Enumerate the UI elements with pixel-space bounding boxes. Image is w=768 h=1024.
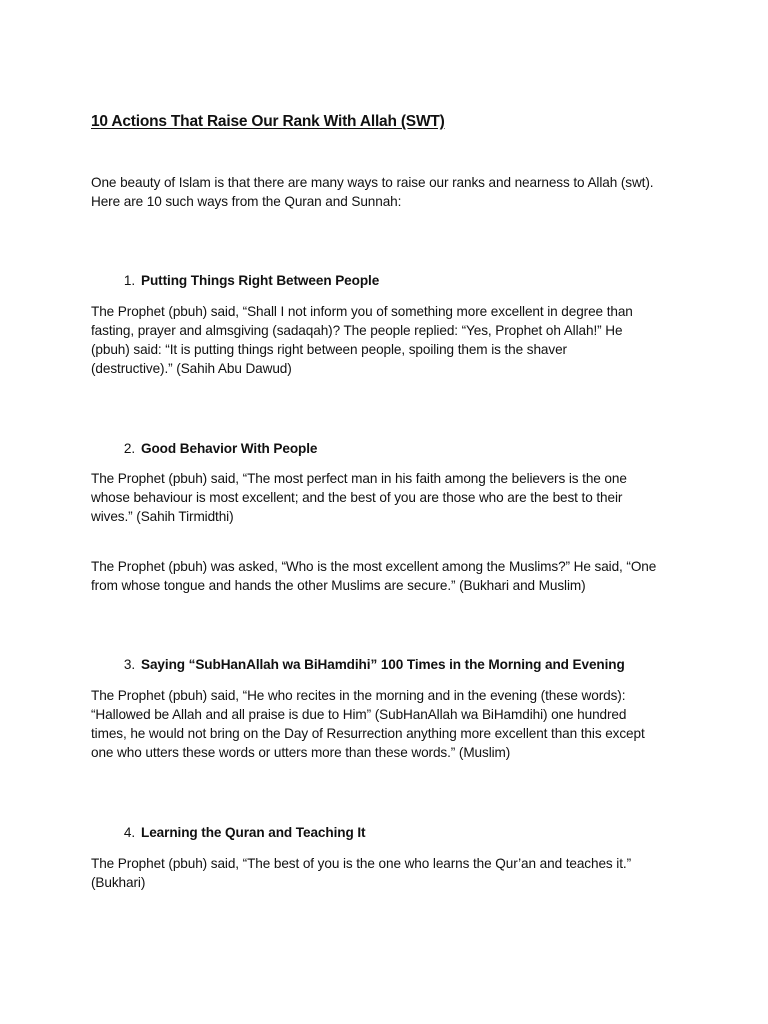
section-4-paragraph [91,854,691,892]
paragraph-line: The Prophet (pbuh) said, “The best of you is the one who learns the Qur’an and teaches it.” [91,856,632,871]
paragraph-line: whose behaviour is most excellent; and the best of you are those who are the best to their [91,490,623,505]
section-number: 2. [123,441,135,456]
section-heading-2 [91,439,317,458]
section-heading-1 [91,271,379,290]
paragraph-line: (destructive).” (Sahih Abu Dawud) [91,361,292,376]
section-number: 4. [123,825,135,840]
paragraph-line: one who utters these words or utters more than these words.” (Muslim) [91,745,511,760]
section-2-paragraph-2 [91,557,691,595]
paragraph-line: (pbuh) said: “It is putting things right between people, spoiling them is the shaver [91,342,567,357]
section-heading-text: Good Behavior With People [141,441,318,456]
section-heading-4 [91,823,365,842]
section-heading-text: Saying “SubHanAllah wa BiHamdihi” 100 Times in the Morning and Evening [141,657,625,672]
section-heading-text: Putting Things Right Between People [141,273,380,288]
intro-line: One beauty of Islam is that there are many ways to raise our ranks and nearness to Allah (swt). [91,175,654,190]
paragraph-line: from whose tongue and hands the other Muslims are secure.” (Bukhari and Muslim) [91,578,586,593]
paragraph-line: “Hallowed be Allah and all praise is due to Him” (SubHanAllah wa BiHamdihi) one hundred [91,707,627,722]
section-2-paragraph-1 [91,469,691,526]
section-heading-3 [91,655,625,674]
paragraph-line: The Prophet (pbuh) said, “The most perfect man in his faith among the believers is the one [91,471,627,486]
paragraph-line: The Prophet (pbuh) was asked, “Who is the most excellent among the Muslims?” He said, “One [91,559,657,574]
paragraph-line: times, he would not bring on the Day of Resurrection anything more excellent than this except [91,726,645,741]
paragraph-line: (Bukhari) [91,875,146,890]
intro-paragraph [91,173,691,211]
intro-line: Here are 10 such ways from the Quran and Sunnah: [91,194,402,209]
paragraph-line: The Prophet (pbuh) said, “Shall I not inform you of something more excellent in degree than [91,304,633,319]
section-number: 1. [123,273,135,288]
paragraph-line: The Prophet (pbuh) said, “He who recites in the morning and in the evening (these words): [91,688,626,703]
paragraph-line: fasting, prayer and almsgiving (sadaqah)? The people replied: “Yes, Prophet oh Allah!” He [91,323,623,338]
section-heading-text: Learning the Quran and Teaching It [141,825,366,840]
section-1-paragraph [91,302,691,378]
document-title: 10 Actions That Raise Our Rank With Allah (SWT) [91,113,445,130]
section-3-paragraph [91,686,691,762]
paragraph-line: wives.” (Sahih Tirmidthi) [91,509,234,524]
section-number: 3. [123,657,135,672]
